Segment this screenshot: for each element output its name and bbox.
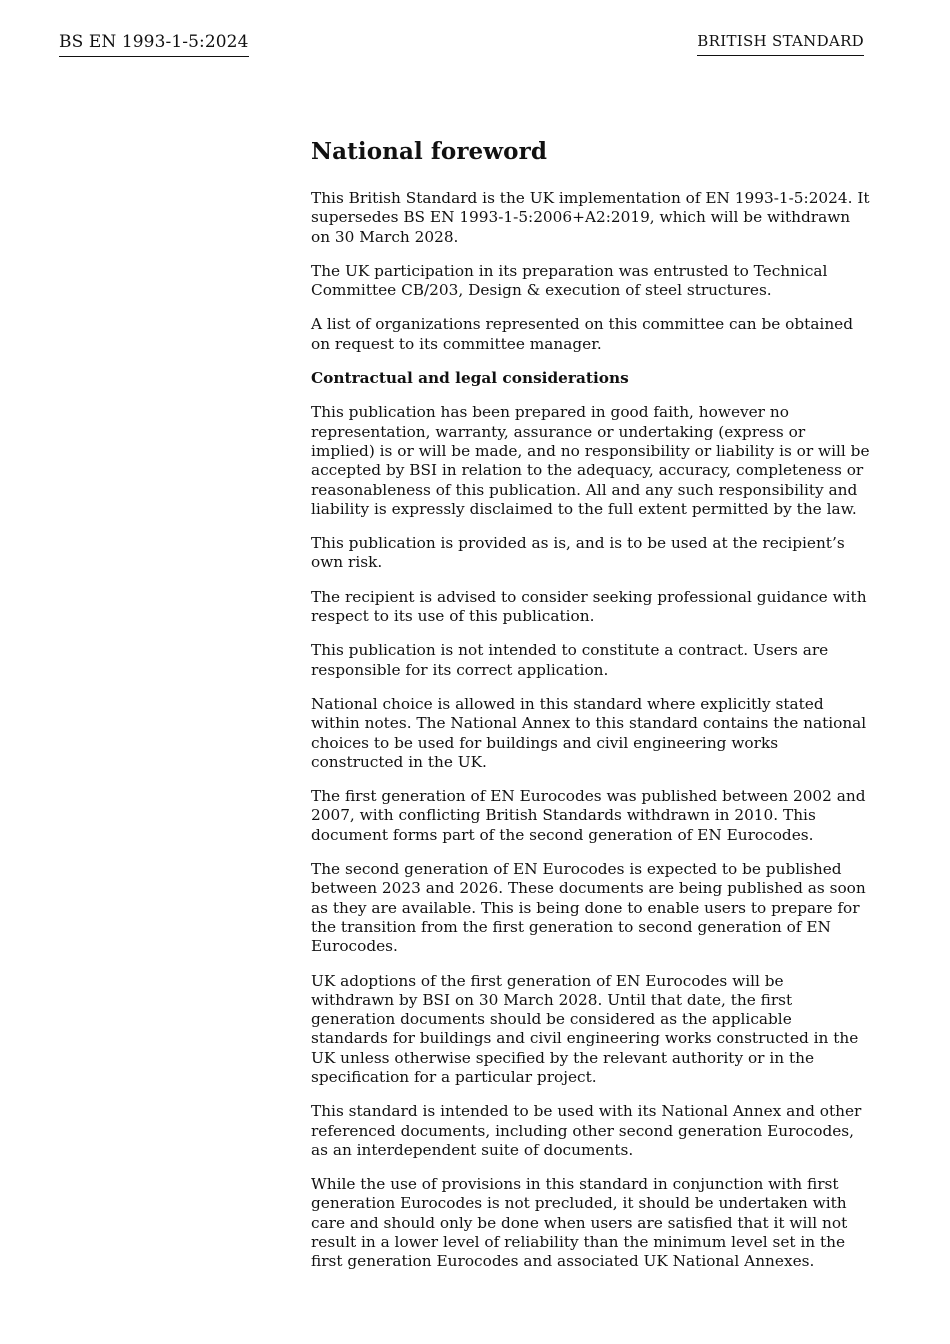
foreword-body: [311, 138, 871, 1287]
paragraph-provisions: While the use of provisions in this standard in conjunction with first generation Eurocodes is not precluded, it should be undertaken with care and should only be done when users are satisfied that it will not result in a lower level of reliability than the minimum level set in the first generation Eurocodes and associated UK National Annexes.: [311, 1175, 848, 1271]
page-title: National foreword: [311, 138, 548, 165]
document-id: BS EN 1993-1-5:2024: [59, 32, 249, 57]
paragraph-good-faith: This publication has been prepared in good faith, however no representation, warranty, assurance or undertaking (express or implied) is or will be made, and no responsibility or liability is or will be accepted by BSI in relation to the adequacy, accuracy, completeness or reasonableness of this publication. All and any such responsibility and liability is expressly disclaimed to the full extent permitted by the law.: [311, 403, 870, 518]
standard-series-label: BRITISH STANDARD: [697, 32, 864, 56]
paragraph-own-risk: This publication is provided as is, and is to be used at the recipient’s own risk.: [311, 534, 845, 572]
paragraph-committee: The UK participation in its preparation was entrusted to Technical Committee CB/203, Design & execution of steel structures.: [311, 261, 828, 300]
paragraph-second-generation: The second generation of EN Eurocodes is expected to be published between 2023 and 2026. These documents are being published as soon as they are available. This is being done to enable users to prepare for the transition from the first generation to second generation of EN Eurocodes.: [311, 860, 866, 956]
paragraph-national-annex: This standard is intended to be used with its National Annex and other referenced documents, including other second generation Eurocodes, as an interdependent suite of documents.: [311, 1102, 862, 1159]
paragraph-national-choice: National choice is allowed in this standard where explicitly stated within notes. The National Annex to this standard contains the national choices to be used for buildings and civil engineering works constructed in the UK.: [311, 694, 867, 771]
paragraph-withdrawal: UK adoptions of the first generation of EN Eurocodes will be withdrawn by BSI on 30 March 2028. Until that date, the first generation documents should be considered as the applicable standards for buildings and civil engineering works constructed in the UK unless otherwise specified by the relevant authority or in the specification for a particular project.: [311, 971, 859, 1086]
paragraph-guidance: The recipient is advised to consider seeking professional guidance with respect to its use of this publication.: [311, 587, 867, 626]
paragraph-first-generation: The first generation of EN Eurocodes was published between 2002 and 2007, with conflicting British Standards withdrawn in 2010. This document forms part of the second generation of EN Eurocodes.: [311, 787, 866, 844]
paragraph-not-contract: This publication is not intended to constitute a contract. Users are responsible for its correct application.: [311, 641, 829, 679]
section-heading: Contractual and legal considerations: [311, 369, 629, 388]
paragraph-organizations: A list of organizations represented on this committee can be obtained on request to its committee manager.: [311, 315, 854, 353]
paragraph-implementation: This British Standard is the UK implementation of EN 1993-1-5:2024. It supersedes BS EN 1993-1-5:2006+A2:2019, which will be withdrawn on 30 March 2028.: [311, 189, 870, 246]
